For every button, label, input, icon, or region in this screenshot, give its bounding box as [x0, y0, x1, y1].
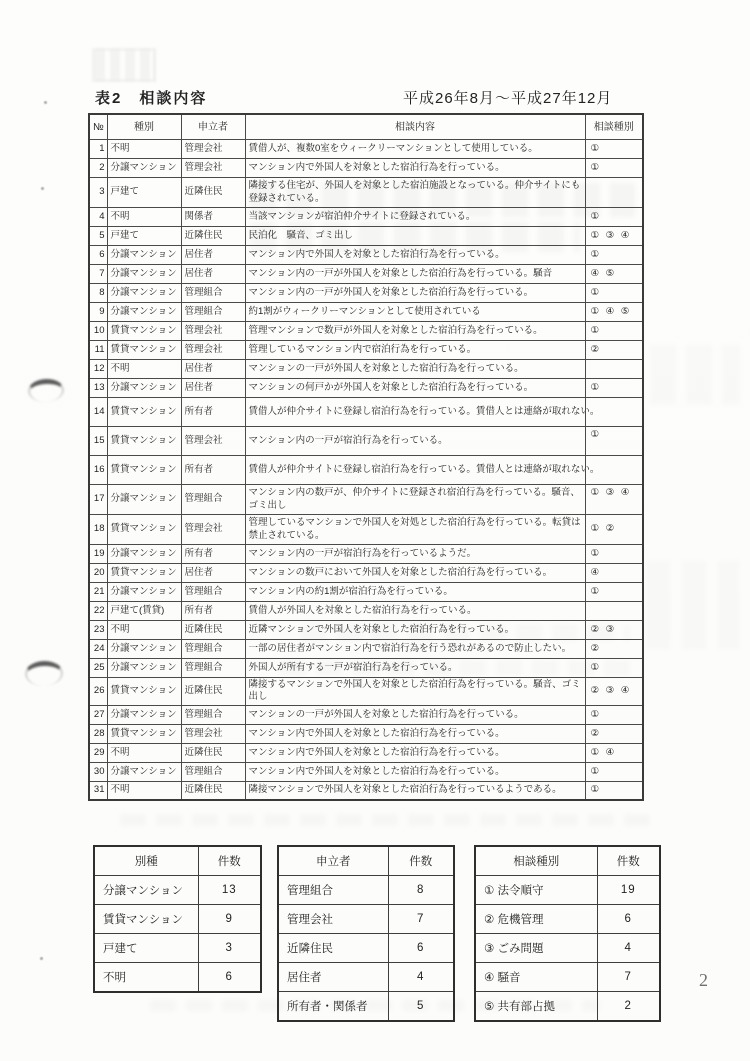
cell-category: ④ ⑤	[585, 265, 643, 284]
cell-count: 7	[597, 963, 660, 992]
cell-label: ① 法令順守	[475, 876, 597, 905]
cell-category	[585, 360, 643, 379]
cell-type: 分譲マンション	[107, 159, 181, 178]
scan-speck	[41, 187, 44, 190]
table-row	[94, 905, 261, 934]
cell-category: ② ③	[585, 621, 643, 640]
cell-content: 賃借人が外国人を対象とした宿泊行為を行っている。	[245, 602, 585, 621]
cell-complainant: 管理会社	[181, 515, 245, 545]
cell-category: ①	[585, 545, 643, 564]
cell-content: マンションの一戸が外国人を対象とした宿泊行為を行っている。	[245, 360, 585, 379]
cell-label: ② 危機管理	[475, 905, 597, 934]
table-row	[89, 227, 643, 246]
cell-category: ① ③ ④	[585, 227, 643, 246]
cell-category: ① ③ ④	[585, 485, 643, 515]
cell-no: 14	[89, 398, 107, 427]
header-count: 件数	[597, 846, 660, 876]
cell-content: 賃借人が、複数0室をウィークリーマンションとして使用している。	[245, 140, 585, 159]
cell-type: 賃貸マンション	[107, 724, 181, 743]
cell-no: 23	[89, 621, 107, 640]
cell-category: ①	[585, 246, 643, 265]
cell-content: 隣接マンションで外国人を対象とした宿泊行為を行っているようである。	[245, 781, 585, 800]
bleedthrough-text-artifact	[650, 345, 740, 405]
cell-complainant: 管理会社	[181, 724, 245, 743]
header-no: №	[89, 114, 107, 140]
cell-type: 分譲マンション	[107, 246, 181, 265]
cell-no: 24	[89, 640, 107, 659]
cell-no: 30	[89, 762, 107, 781]
cell-count: 8	[388, 876, 454, 905]
cell-type: 分譲マンション	[107, 705, 181, 724]
cell-content: 民泊化 騒音、ゴミ出し	[245, 227, 585, 246]
cell-count: 3	[198, 934, 261, 963]
cell-content: マンション内で外国人を対象とした宿泊行為を行っている。	[245, 743, 585, 762]
cell-no: 19	[89, 545, 107, 564]
cell-complainant: 居住者	[181, 265, 245, 284]
cell-category: ①	[585, 379, 643, 398]
cell-category: ①	[585, 159, 643, 178]
cell-complainant: 近隣住民	[181, 678, 245, 706]
table-row	[94, 876, 261, 905]
cell-type: 分譲マンション	[107, 545, 181, 564]
cell-no: 26	[89, 678, 107, 706]
cell-complainant: 管理組合	[181, 640, 245, 659]
cell-category: ②	[585, 640, 643, 659]
header-category: 相談種別	[475, 846, 597, 876]
cell-complainant: 近隣住民	[181, 743, 245, 762]
cell-label: 賃貸マンション	[94, 905, 198, 934]
table-header-row	[89, 114, 643, 140]
cell-category: ①	[585, 781, 643, 800]
cell-complainant: 管理組合	[181, 659, 245, 678]
cell-no: 20	[89, 564, 107, 583]
table-row	[89, 583, 643, 602]
table-row	[89, 659, 643, 678]
cell-content: 一部の居住者がマンション内で宿泊行為を行う恐れがあるので防止したい。	[245, 640, 585, 659]
cell-type: 分譲マンション	[107, 583, 181, 602]
table-row	[89, 640, 643, 659]
cell-category: ①	[585, 659, 643, 678]
cell-count: 7	[388, 905, 454, 934]
cell-complainant: 管理組合	[181, 583, 245, 602]
table-row	[89, 284, 643, 303]
table-row	[89, 341, 643, 360]
table-row	[89, 545, 643, 564]
table-row	[89, 140, 643, 159]
table-header-row	[278, 846, 454, 876]
cell-label: 分譲マンション	[94, 876, 198, 905]
table-row	[89, 678, 643, 706]
document-title: 表2 相談内容	[95, 90, 208, 107]
cell-label: 管理会社	[278, 905, 388, 934]
cell-no: 12	[89, 360, 107, 379]
cell-category: ①	[585, 208, 643, 227]
table-row	[475, 963, 660, 992]
cell-complainant: 管理組合	[181, 705, 245, 724]
summary-table-by-category	[474, 845, 661, 1022]
cell-category	[585, 602, 643, 621]
table-row	[475, 905, 660, 934]
cell-count: 13	[198, 876, 261, 905]
table-row	[89, 322, 643, 341]
cell-complainant: 管理会社	[181, 159, 245, 178]
cell-no: 2	[89, 159, 107, 178]
cell-type: 戸建て(賃貸)	[107, 602, 181, 621]
cell-no: 7	[89, 265, 107, 284]
cell-content: 外国人が所有する一戸が宿泊行為を行っている。	[245, 659, 585, 678]
table-row	[89, 724, 643, 743]
summary-table-by-complainant	[277, 845, 455, 1022]
cell-complainant: 管理組合	[181, 485, 245, 515]
cell-no: 21	[89, 583, 107, 602]
table-row	[89, 303, 643, 322]
cell-content: マンション内の一戸が宿泊行為を行っているようだ。	[245, 545, 585, 564]
table-row	[89, 485, 643, 515]
table-row	[89, 564, 643, 583]
table-row	[278, 934, 454, 963]
cell-label: 管理組合	[278, 876, 388, 905]
cell-type: 賃貸マンション	[107, 515, 181, 545]
cell-no: 15	[89, 427, 107, 456]
cell-no: 18	[89, 515, 107, 545]
table-row	[89, 762, 643, 781]
cell-content: 隣接するマンションで外国人を対象とした宿泊行為を行っている。騒音、ゴミ出し	[245, 678, 585, 706]
cell-category: ①	[585, 583, 643, 602]
cell-complainant: 管理組合	[181, 762, 245, 781]
cell-type: 分譲マンション	[107, 485, 181, 515]
table-row	[475, 876, 660, 905]
cell-no: 8	[89, 284, 107, 303]
cell-category: ①	[585, 762, 643, 781]
cell-type: 不明	[107, 743, 181, 762]
cell-content: 管理しているマンション内で宿泊行為を行っている。	[245, 341, 585, 360]
table-row	[278, 905, 454, 934]
cell-count: 6	[597, 905, 660, 934]
cell-content: マンション内で外国人を対象とした宿泊行為を行っている。	[245, 159, 585, 178]
cell-no: 6	[89, 246, 107, 265]
cell-count: 9	[198, 905, 261, 934]
cell-no: 16	[89, 456, 107, 485]
table-row	[89, 360, 643, 379]
cell-type: 賃貸マンション	[107, 456, 181, 485]
table-row	[475, 934, 660, 963]
bleedthrough-stamp-artifact	[92, 48, 156, 82]
cell-category	[585, 178, 643, 208]
cell-complainant: 所有者	[181, 398, 245, 427]
table-row	[89, 621, 643, 640]
cell-no: 9	[89, 303, 107, 322]
cell-category: ①	[585, 140, 643, 159]
cell-content: 近隣マンションで外国人を対象とした宿泊行為を行っている。	[245, 621, 585, 640]
cell-complainant: 関係者	[181, 208, 245, 227]
header-content: 相談内容	[245, 114, 585, 140]
cell-no: 28	[89, 724, 107, 743]
cell-no: 11	[89, 341, 107, 360]
cell-content: マンション内の一戸が外国人を対象とした宿泊行為を行っている。騒音	[245, 265, 585, 284]
cell-category: ①	[585, 427, 643, 456]
cell-count: 4	[388, 963, 454, 992]
table-row	[89, 781, 643, 800]
cell-type: 賃貸マンション	[107, 427, 181, 456]
cell-type: 不明	[107, 621, 181, 640]
table-row	[89, 602, 643, 621]
header-complainant: 申立者	[278, 846, 388, 876]
cell-category: ④	[585, 564, 643, 583]
cell-label: 所有者・関係者	[278, 992, 388, 1022]
cell-no: 4	[89, 208, 107, 227]
table-row	[89, 456, 643, 485]
table-row	[89, 159, 643, 178]
cell-type: 分譲マンション	[107, 640, 181, 659]
cell-content: マンション内で外国人を対象とした宿泊行為を行っている。	[245, 762, 585, 781]
cell-category: ① ②	[585, 515, 643, 545]
cell-no: 5	[89, 227, 107, 246]
cell-no: 27	[89, 705, 107, 724]
cell-content: マンション内の数戸が、仲介サイトに登録され宿泊行為を行っている。騒音、ゴミ出し	[245, 485, 585, 515]
cell-complainant: 居住者	[181, 246, 245, 265]
document-period: 平成26年8月～平成27年12月	[403, 90, 613, 107]
cell-complainant: 管理会社	[181, 322, 245, 341]
table-row	[94, 963, 261, 993]
table-row	[89, 427, 643, 456]
cell-no: 29	[89, 743, 107, 762]
cell-type: 分譲マンション	[107, 265, 181, 284]
cell-count: 6	[198, 963, 261, 993]
cell-no: 13	[89, 379, 107, 398]
cell-type: 戸建て	[107, 178, 181, 208]
cell-complainant: 管理組合	[181, 284, 245, 303]
cell-content: マンション内の一戸が宿泊行為を行っている。	[245, 427, 585, 456]
cell-category: ①	[585, 705, 643, 724]
cell-content: 管理しているマンションで外国人を対処とした宿泊行為を行っている。転貸は禁止されている。	[245, 515, 585, 545]
table-row	[89, 208, 643, 227]
cell-complainant: 近隣住民	[181, 178, 245, 208]
scan-speck	[40, 957, 43, 960]
cell-label: 不明	[94, 963, 198, 993]
cell-content: 隣接する住宅が、外国人を対象とした宿泊施設となっている。仲介サイトにも登録されている。	[245, 178, 585, 208]
header-type: 別種	[94, 846, 198, 876]
cell-type: 分譲マンション	[107, 284, 181, 303]
cell-complainant: 近隣住民	[181, 781, 245, 800]
cell-label: 近隣住民	[278, 934, 388, 963]
summary-table-by-type	[93, 845, 262, 993]
cell-type: 賃貸マンション	[107, 341, 181, 360]
header-type: 種別	[107, 114, 181, 140]
cell-count: 19	[597, 876, 660, 905]
cell-type: 不明	[107, 781, 181, 800]
table-row	[89, 398, 643, 427]
page-number: 2	[699, 970, 708, 990]
cell-type: 賃貸マンション	[107, 678, 181, 706]
cell-type: 不明	[107, 140, 181, 159]
cell-type: 分譲マンション	[107, 303, 181, 322]
table-row	[89, 379, 643, 398]
cell-content: マンションの何戸かが外国人を対象とした宿泊行為を行っている。	[245, 379, 585, 398]
cell-no: 1	[89, 140, 107, 159]
cell-type: 分譲マンション	[107, 659, 181, 678]
cell-label: 戸建て	[94, 934, 198, 963]
cell-no: 3	[89, 178, 107, 208]
cell-no: 17	[89, 485, 107, 515]
table-row	[89, 178, 643, 208]
cell-complainant: 管理会社	[181, 341, 245, 360]
header-count: 件数	[388, 846, 454, 876]
cell-count: 5	[388, 992, 454, 1022]
consultation-table	[88, 113, 644, 801]
cell-content: マンションの数戸において外国人を対象とした宿泊行為を行っている。	[245, 564, 585, 583]
cell-complainant: 管理会社	[181, 427, 245, 456]
cell-type: 賃貸マンション	[107, 564, 181, 583]
cell-label: ④ 騒音	[475, 963, 597, 992]
cell-content: マンション内で外国人を対象とした宿泊行為を行っている。	[245, 246, 585, 265]
cell-type: 分譲マンション	[107, 762, 181, 781]
cell-complainant: 近隣住民	[181, 227, 245, 246]
cell-content: 賃借人が仲介サイトに登録し宿泊行為を行っている。賃借人とは連絡が取れない。	[245, 456, 585, 485]
cell-complainant: 所有者	[181, 602, 245, 621]
cell-type: 分譲マンション	[107, 379, 181, 398]
cell-category: ②	[585, 724, 643, 743]
bleedthrough-text-artifact	[645, 560, 740, 650]
cell-category: ①	[585, 322, 643, 341]
cell-complainant: 管理会社	[181, 140, 245, 159]
bleedthrough-text-artifact	[120, 814, 660, 826]
cell-category: ① ④	[585, 743, 643, 762]
table-row	[475, 992, 660, 1022]
header-count: 件数	[198, 846, 261, 876]
header-category: 相談種別	[585, 114, 643, 140]
scan-speck	[44, 101, 47, 104]
punch-hole-shadow	[25, 660, 64, 686]
table-header-row	[475, 846, 660, 876]
cell-label: 居住者	[278, 963, 388, 992]
cell-complainant: 居住者	[181, 360, 245, 379]
cell-type: 賃貸マンション	[107, 398, 181, 427]
cell-count: 4	[597, 934, 660, 963]
cell-complainant: 所有者	[181, 545, 245, 564]
cell-category: ① ④ ⑤	[585, 303, 643, 322]
cell-content: マンションの一戸が外国人を対象とした宿泊行為を行っている。	[245, 705, 585, 724]
table-row	[89, 515, 643, 545]
cell-content: 管理マンションで数戸が外国人を対象とした宿泊行為を行っている。	[245, 322, 585, 341]
table-row	[94, 934, 261, 963]
cell-content: マンション内の一戸が外国人を対象とした宿泊行為を行っている。	[245, 284, 585, 303]
cell-complainant: 居住者	[181, 564, 245, 583]
table-row	[89, 265, 643, 284]
cell-label: ⑤ 共有部占拠	[475, 992, 597, 1022]
cell-content: 約1割がウィークリーマンションとして使用されている	[245, 303, 585, 322]
cell-content: マンション内で外国人を対象とした宿泊行為を行っている。	[245, 724, 585, 743]
cell-category: ①	[585, 284, 643, 303]
cell-content: マンション内の約1割が宿泊行為を行っている。	[245, 583, 585, 602]
cell-no: 31	[89, 781, 107, 800]
table-row	[89, 743, 643, 762]
cell-count: 2	[597, 992, 660, 1022]
cell-category: ② ③ ④	[585, 678, 643, 706]
cell-type: 不明	[107, 208, 181, 227]
cell-count: 6	[388, 934, 454, 963]
cell-no: 25	[89, 659, 107, 678]
cell-complainant: 所有者	[181, 456, 245, 485]
cell-label: ③ ごみ問題	[475, 934, 597, 963]
punch-hole-shadow	[27, 378, 64, 403]
cell-no: 10	[89, 322, 107, 341]
cell-content: 賃借人が仲介サイトに登録し宿泊行為を行っている。賃借人とは連絡が取れない。	[245, 398, 585, 427]
cell-no: 22	[89, 602, 107, 621]
cell-category: ②	[585, 341, 643, 360]
cell-type: 賃貸マンション	[107, 322, 181, 341]
table-row	[89, 246, 643, 265]
table-row	[278, 992, 454, 1022]
table-row	[278, 963, 454, 992]
table-header-row	[94, 846, 261, 876]
cell-type: 不明	[107, 360, 181, 379]
table-row	[278, 876, 454, 905]
header-complainant: 申立者	[181, 114, 245, 140]
table-row	[89, 705, 643, 724]
cell-complainant: 管理組合	[181, 303, 245, 322]
cell-content: 当該マンションが宿泊仲介サイトに登録されている。	[245, 208, 585, 227]
cell-type: 戸建て	[107, 227, 181, 246]
cell-complainant: 居住者	[181, 379, 245, 398]
cell-complainant: 近隣住民	[181, 621, 245, 640]
